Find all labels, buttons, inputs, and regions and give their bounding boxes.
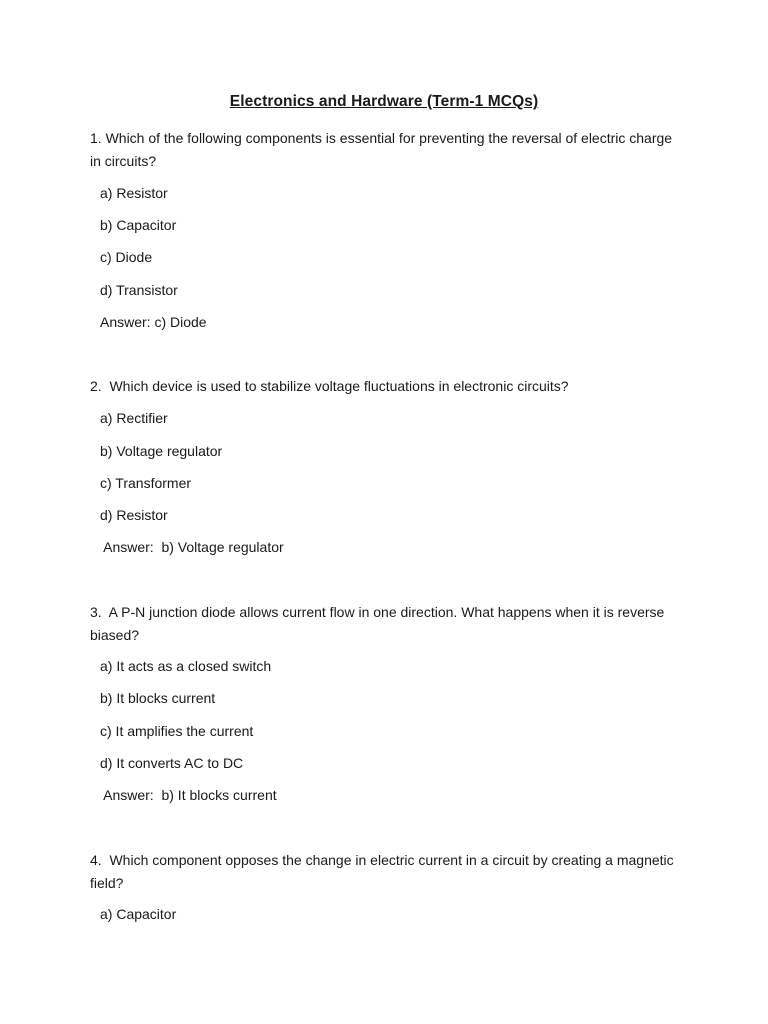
document-title: Electronics and Hardware (Term-1 MCQs) [229,93,539,110]
question-1-option-a: a) Resistor [100,185,168,201]
question-2-option-d: d) Resistor [100,507,168,523]
question-4-option-a: a) Capacitor [100,906,177,922]
question-2-option-b: b) Voltage regulator [100,443,223,459]
question-3-answer: Answer: b) It blocks current [100,787,277,803]
question-4-text: 4. Which component opposes the change in electric current in a circuit by creating a magnetic field? [90,852,678,891]
question-1-option-b: b) Capacitor [100,217,177,233]
question-3-option-a: a) It acts as a closed switch [100,658,272,674]
question-1-option-c: c) Diode [100,249,153,265]
question-2-text: 2. Which device is used to stabilize voltage fluctuations in electronic circuits? [90,378,569,394]
question-2-option-c: c) Transformer [100,475,192,491]
question-1-text: 1. Which of the following components is essential for preventing the reversal of electric charge in circuits? [90,130,676,169]
question-2-answer: Answer: b) Voltage regulator [100,539,284,555]
question-2-option-a: a) Rectifier [100,410,168,426]
question-3-option-d: d) It converts AC to DC [100,755,244,771]
question-3-option-c: c) It amplifies the current [100,723,254,739]
question-1-option-d: d) Transistor [100,282,178,298]
question-3-option-b: b) It blocks current [100,690,216,706]
question-1-answer: Answer: c) Diode [100,314,207,330]
question-3-text: 3. A P-N junction diode allows current flow in one direction. What happens when it is reverse biased? [90,604,669,643]
